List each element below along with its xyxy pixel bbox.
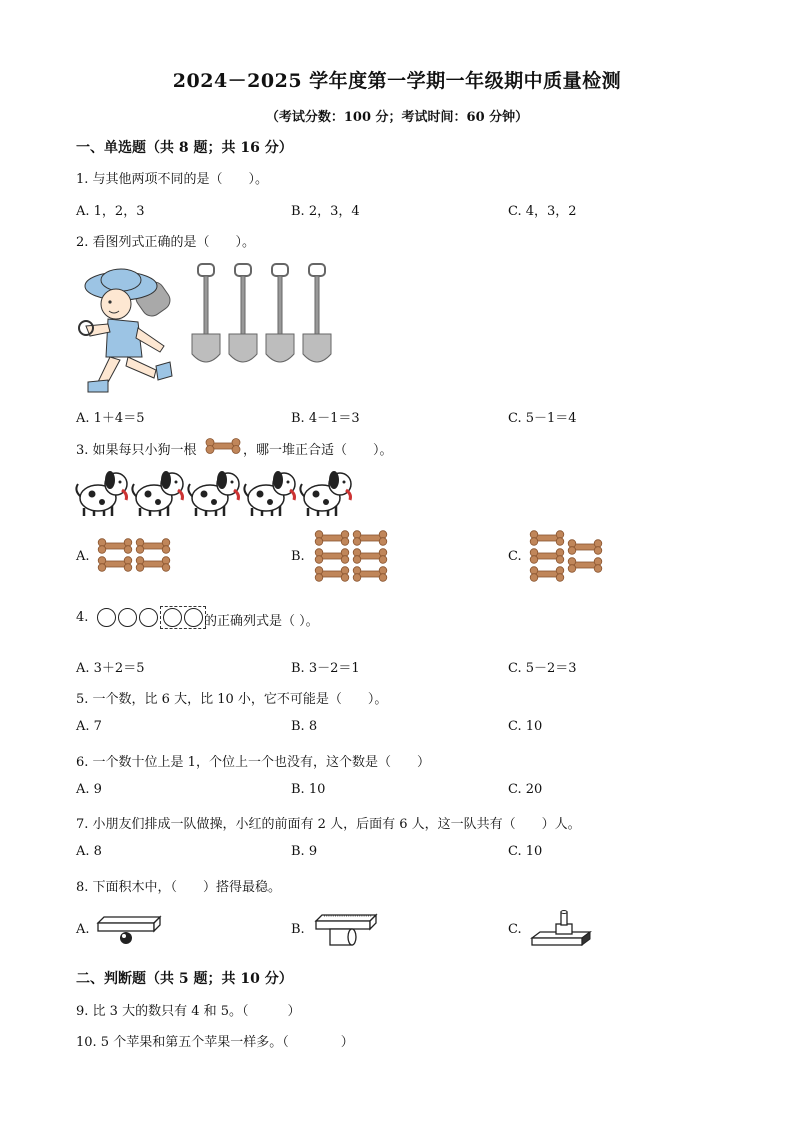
q4-option-c[interactable]: C. 5－2＝3 <box>508 661 577 676</box>
q5-option-a[interactable]: A. 7 <box>76 719 102 734</box>
circle-3 <box>139 608 158 627</box>
q8-option-a[interactable]: A. <box>76 922 90 937</box>
q8-option-c[interactable]: C. <box>508 922 522 937</box>
circle-4 <box>163 608 182 627</box>
blocks-option-a-plank-on-ball[interactable] <box>96 915 166 947</box>
circle-5 <box>184 608 203 627</box>
q6-option-a[interactable]: A. 9 <box>76 782 102 797</box>
q3-option-a[interactable]: A. <box>76 549 90 564</box>
boy-with-shovel-illustration <box>76 262 186 400</box>
q3-option-b-bone-pile[interactable] <box>312 528 390 584</box>
q7-option-c[interactable]: C. 10 <box>508 844 543 859</box>
q1-option-c[interactable]: C. 4，3，2 <box>508 204 577 219</box>
bone-icon <box>205 438 241 454</box>
q6-option-c[interactable]: C. 20 <box>508 782 543 797</box>
q4-number: 4. <box>76 610 89 625</box>
q4-option-a[interactable]: A. 3＋2＝5 <box>76 661 145 676</box>
exam-subtitle: （考试分数：100 分；考试时间：60 分钟） <box>265 110 529 125</box>
q4-circles-figure <box>97 606 206 629</box>
q7-option-b[interactable]: B. 9 <box>291 844 318 859</box>
shovel-1 <box>192 264 220 362</box>
q2-option-a[interactable]: A. 1＋4＝5 <box>76 411 145 426</box>
q2-stem: 2. 看图列式正确的是（ ）。 <box>76 235 256 250</box>
exam-title: 2024－2025 学年度第一学期一年级期中质量检测 <box>172 70 622 92</box>
section1-heading: 一、单选题（共 8 题；共 16 分） <box>76 140 293 156</box>
q3-stem-part1: 3. 如果每只小狗一根 <box>76 443 197 458</box>
q2-option-b[interactable]: B. 4－1＝3 <box>291 411 360 426</box>
shovel-4 <box>303 264 331 362</box>
q2-option-c[interactable]: C. 5－1＝4 <box>508 411 577 426</box>
q5-stem: 5. 一个数，比 6 大，比 10 小，它不可能是（ ）。 <box>76 692 388 707</box>
q8-option-b[interactable]: B. <box>291 922 305 937</box>
q9-stem: 9. 比 3 大的数只有 4 和 5。（ ） <box>76 1004 301 1019</box>
q10-stem: 10. 5 个苹果和第五个苹果一样多。（ ） <box>76 1035 354 1050</box>
q3-option-c-bone-pile[interactable] <box>527 528 607 584</box>
blocks-option-b-plank-on-cylinder[interactable] <box>314 913 380 949</box>
circle-2 <box>118 608 137 627</box>
q5-option-c[interactable]: C. 10 <box>508 719 543 734</box>
q7-stem: 7. 小朋友们排成一队做操，小红的前面有 2 人，后面有 6 人，这一队共有（ ）人。 <box>76 817 581 832</box>
q3-stem-part2: ，哪一堆正合适（ ）。 <box>243 443 393 458</box>
q6-option-b[interactable]: B. 10 <box>291 782 326 797</box>
q5-option-b[interactable]: B. 8 <box>291 719 318 734</box>
q3-option-c[interactable]: C. <box>508 549 522 564</box>
q6-stem: 6. 一个数十位上是 1，个位上一个也没有，这个数是（ ） <box>76 755 430 770</box>
section2-heading: 二、判断题（共 5 题；共 10 分） <box>76 971 293 987</box>
q1-stem: 1. 与其他两项不同的是（ ）。 <box>76 172 269 187</box>
blocks-option-c-stacked-on-base[interactable] <box>528 906 598 952</box>
five-dogs-illustration <box>76 468 366 518</box>
q4-option-b[interactable]: B. 3－2＝1 <box>291 661 360 676</box>
q4-stem: 的正确列式是（ ）。 <box>204 614 319 629</box>
q1-option-b[interactable]: B. 2，3，4 <box>291 204 360 219</box>
q3-option-b[interactable]: B. <box>291 549 305 564</box>
shovel-3 <box>266 264 294 362</box>
q7-option-a[interactable]: A. 8 <box>76 844 102 859</box>
shovel-2 <box>229 264 257 362</box>
dashed-group-box <box>160 606 206 629</box>
four-shovels-illustration <box>190 262 340 370</box>
q3-option-a-bone-pile[interactable] <box>95 536 171 572</box>
q8-stem: 8. 下面积木中，（ ）搭得最稳。 <box>76 880 282 895</box>
circle-1 <box>97 608 116 627</box>
q1-option-a[interactable]: A. 1，2，3 <box>76 204 145 219</box>
